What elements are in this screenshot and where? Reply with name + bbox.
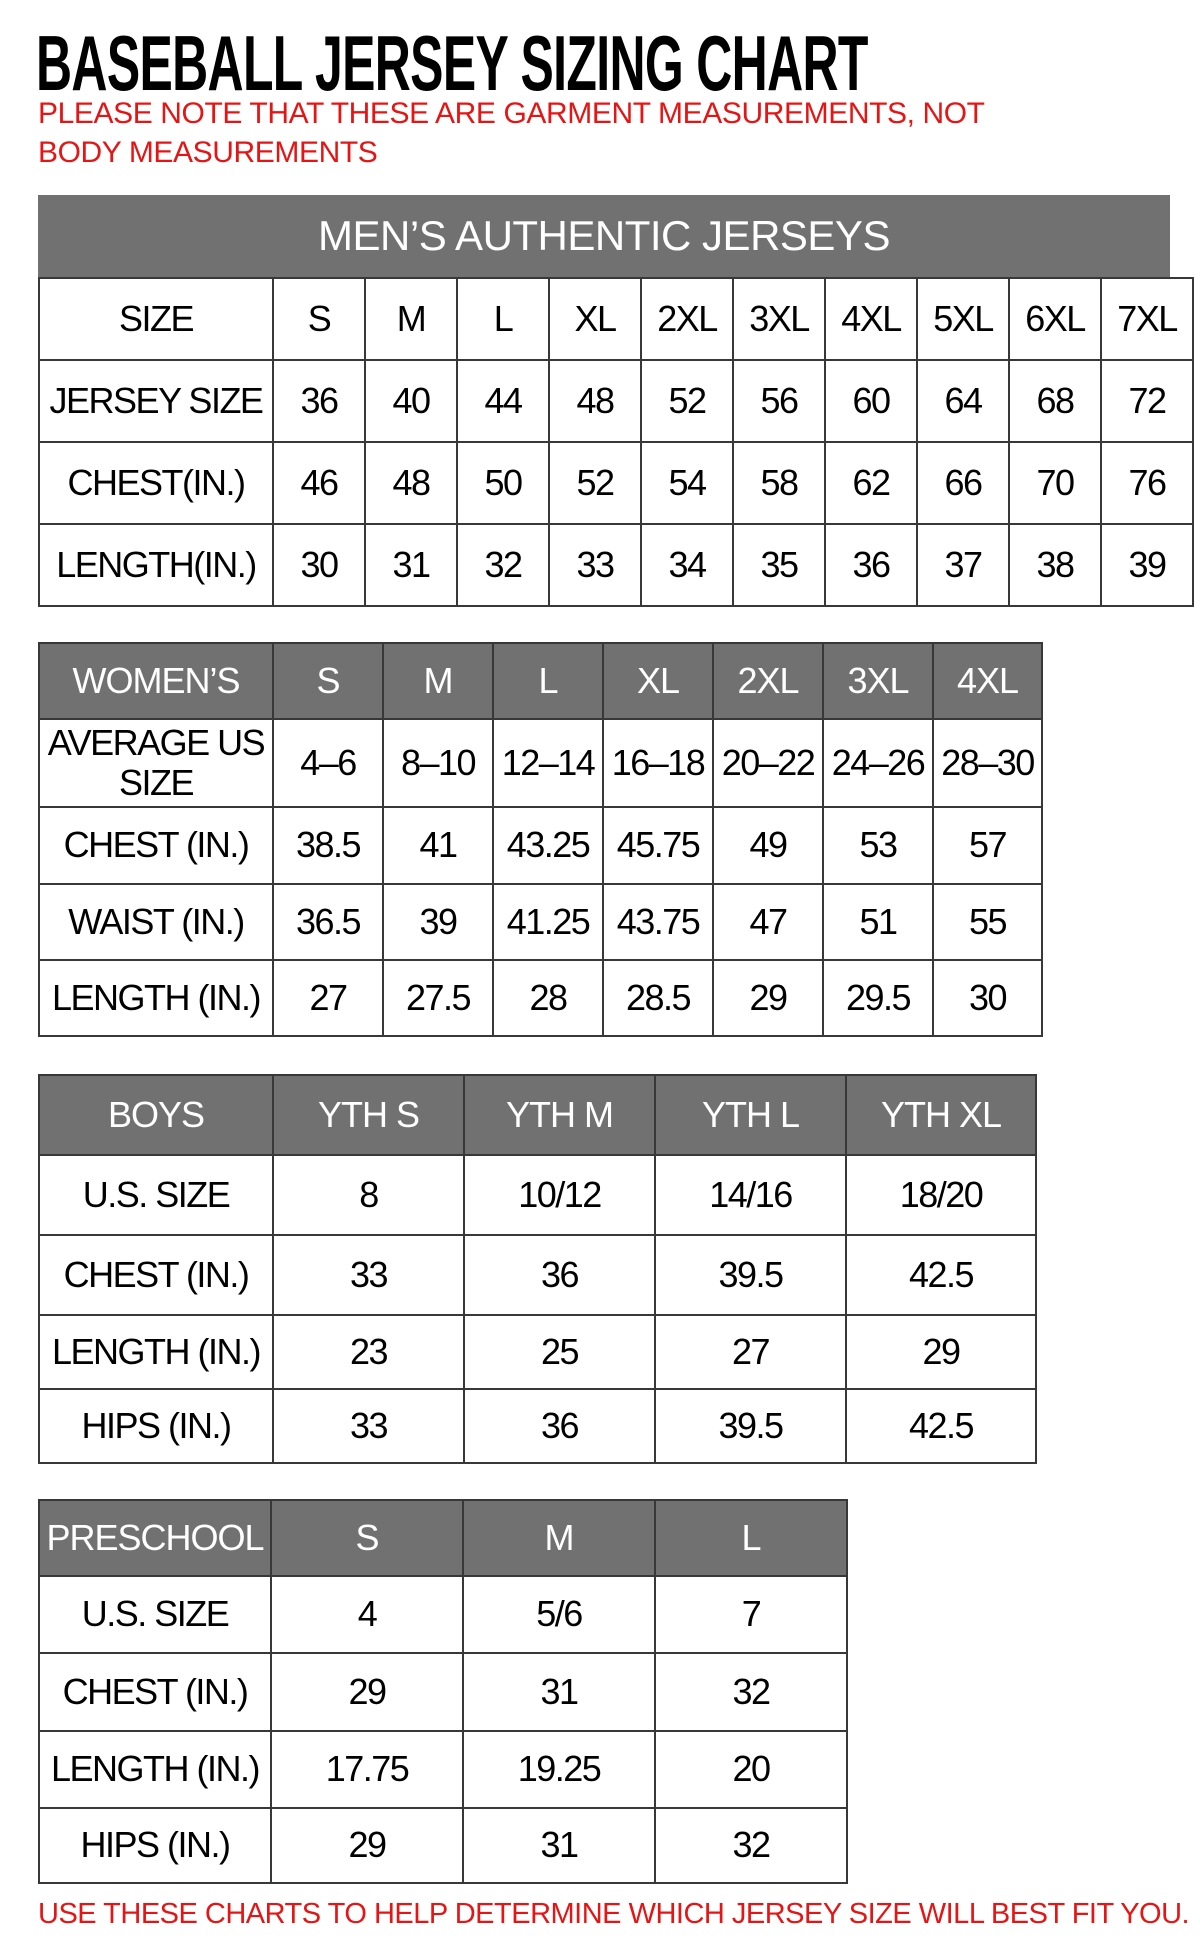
table-row — [39, 884, 1042, 960]
value-cell: 50 — [457, 442, 549, 524]
table-row — [39, 1389, 1036, 1463]
value-cell: 36 — [464, 1235, 655, 1315]
row-label-cell: BOYS — [39, 1075, 273, 1155]
value-cell: 16–18 — [603, 719, 713, 807]
table-row — [39, 807, 1042, 884]
value-cell: 45.75 — [603, 807, 713, 884]
mens-table-banner — [38, 195, 1170, 277]
value-cell: 29 — [271, 1808, 463, 1883]
value-cell: 52 — [549, 442, 641, 524]
mens-header-row — [39, 278, 1193, 360]
value-cell: 27 — [655, 1315, 846, 1389]
value-cell: 29.5 — [823, 960, 933, 1036]
value-cell: 52 — [641, 360, 733, 442]
value-cell: 35 — [733, 524, 825, 606]
row-label-cell: WAIST (IN.) — [39, 884, 273, 960]
column-header-cell: 4XL — [825, 278, 917, 360]
column-header-cell: 3XL — [823, 643, 933, 719]
value-cell: 70 — [1009, 442, 1101, 524]
value-cell: 28 — [493, 960, 603, 1036]
value-cell: 55 — [933, 884, 1042, 960]
value-cell: 56 — [733, 360, 825, 442]
value-cell: 62 — [825, 442, 917, 524]
row-label-cell: AVERAGE US SIZE — [39, 719, 273, 807]
value-cell: 38 — [1009, 524, 1101, 606]
value-cell: 19.25 — [463, 1731, 655, 1808]
value-cell: 34 — [641, 524, 733, 606]
value-cell: 36 — [825, 524, 917, 606]
value-cell: 4 — [271, 1576, 463, 1653]
value-cell: 4–6 — [273, 719, 383, 807]
column-header-cell: 4XL — [933, 643, 1042, 719]
column-header-cell: 6XL — [1009, 278, 1101, 360]
value-cell: 32 — [457, 524, 549, 606]
value-cell: 49 — [713, 807, 823, 884]
table-row — [39, 719, 1042, 807]
value-cell: 32 — [655, 1653, 847, 1731]
table-row — [39, 360, 1193, 442]
value-cell: 68 — [1009, 360, 1101, 442]
row-label-cell: HIPS (IN.) — [39, 1389, 273, 1463]
column-header-cell: YTH M — [464, 1075, 655, 1155]
column-header-cell: 2XL — [641, 278, 733, 360]
value-cell: 31 — [463, 1808, 655, 1883]
column-header-cell: XL — [603, 643, 713, 719]
column-header-cell: XL — [549, 278, 641, 360]
column-header-cell: YTH XL — [846, 1075, 1036, 1155]
value-cell: 33 — [549, 524, 641, 606]
value-cell: 20–22 — [713, 719, 823, 807]
value-cell: 10/12 — [464, 1155, 655, 1235]
row-label-cell: LENGTH (IN.) — [39, 1731, 271, 1808]
value-cell: 28.5 — [603, 960, 713, 1036]
value-cell: 30 — [273, 524, 365, 606]
value-cell: 48 — [549, 360, 641, 442]
row-label-cell: U.S. SIZE — [39, 1576, 271, 1653]
row-label-cell: HIPS (IN.) — [39, 1808, 271, 1883]
row-label-cell: LENGTH(IN.) — [39, 524, 273, 606]
column-header-cell: 3XL — [733, 278, 825, 360]
table-row — [39, 960, 1042, 1036]
row-label-cell: SIZE — [39, 278, 273, 360]
value-cell: 66 — [917, 442, 1009, 524]
value-cell: 30 — [933, 960, 1042, 1036]
value-cell: 33 — [273, 1389, 464, 1463]
row-label-cell: LENGTH (IN.) — [39, 960, 273, 1036]
table-row — [39, 1155, 1036, 1235]
value-cell: 17.75 — [271, 1731, 463, 1808]
value-cell: 41 — [383, 807, 493, 884]
value-cell: 43.75 — [603, 884, 713, 960]
column-header-cell: M — [463, 1500, 655, 1576]
value-cell: 36.5 — [273, 884, 383, 960]
boys-header-row — [39, 1075, 1036, 1155]
table-row — [39, 1576, 847, 1653]
value-cell: 51 — [823, 884, 933, 960]
preschool-sizing-table — [38, 1499, 848, 1884]
value-cell: 44 — [457, 360, 549, 442]
value-cell: 27.5 — [383, 960, 493, 1036]
value-cell: 28–30 — [933, 719, 1042, 807]
value-cell: 43.25 — [493, 807, 603, 884]
value-cell: 18/20 — [846, 1155, 1036, 1235]
column-header-cell: 2XL — [713, 643, 823, 719]
value-cell: 48 — [365, 442, 457, 524]
value-cell: 76 — [1101, 442, 1193, 524]
value-cell: 27 — [273, 960, 383, 1036]
value-cell: 58 — [733, 442, 825, 524]
value-cell: 39 — [383, 884, 493, 960]
value-cell: 46 — [273, 442, 365, 524]
value-cell: 31 — [463, 1653, 655, 1731]
row-label-cell: JERSEY SIZE — [39, 360, 273, 442]
page-title: BASEBALL JERSEY SIZING CHART — [36, 19, 868, 107]
column-header-cell: YTH L — [655, 1075, 846, 1155]
column-header-cell: S — [273, 278, 365, 360]
value-cell: 41.25 — [493, 884, 603, 960]
value-cell: 39 — [1101, 524, 1193, 606]
value-cell: 72 — [1101, 360, 1193, 442]
table-row — [39, 442, 1193, 524]
value-cell: 12–14 — [493, 719, 603, 807]
value-cell: 20 — [655, 1731, 847, 1808]
mens-sizing-table — [38, 277, 1194, 607]
table-row — [39, 1808, 847, 1883]
column-header-cell: L — [655, 1500, 847, 1576]
garment-measurements-note: PLEASE NOTE THAT THESE ARE GARMENT MEASUREMENTS, NOT BODY MEASUREMENTS — [38, 97, 985, 169]
value-cell: 39.5 — [655, 1235, 846, 1315]
womens-sizing-table — [38, 642, 1043, 1037]
table-row — [39, 524, 1193, 606]
value-cell: 64 — [917, 360, 1009, 442]
mens-banner-label: MEN’S AUTHENTIC JERSEYS — [318, 212, 890, 259]
column-header-cell: 7XL — [1101, 278, 1193, 360]
value-cell: 8–10 — [383, 719, 493, 807]
value-cell: 37 — [917, 524, 1009, 606]
row-label-cell: PRESCHOOL — [39, 1500, 271, 1576]
value-cell: 33 — [273, 1235, 464, 1315]
value-cell: 36 — [464, 1389, 655, 1463]
value-cell: 36 — [273, 360, 365, 442]
value-cell: 57 — [933, 807, 1042, 884]
row-label-cell: CHEST (IN.) — [39, 807, 273, 884]
table-row — [39, 1653, 847, 1731]
womens-header-row — [39, 643, 1042, 719]
value-cell: 8 — [273, 1155, 464, 1235]
value-cell: 29 — [846, 1315, 1036, 1389]
value-cell: 53 — [823, 807, 933, 884]
column-header-cell: S — [271, 1500, 463, 1576]
row-label-cell: U.S. SIZE — [39, 1155, 273, 1235]
value-cell: 38.5 — [273, 807, 383, 884]
table-row — [39, 1315, 1036, 1389]
column-header-cell: L — [493, 643, 603, 719]
column-header-cell: M — [383, 643, 493, 719]
value-cell: 14/16 — [655, 1155, 846, 1235]
column-header-cell: S — [273, 643, 383, 719]
value-cell: 25 — [464, 1315, 655, 1389]
row-label-cell: WOMEN’S — [39, 643, 273, 719]
value-cell: 23 — [273, 1315, 464, 1389]
value-cell: 24–26 — [823, 719, 933, 807]
row-label-cell: LENGTH (IN.) — [39, 1315, 273, 1389]
value-cell: 60 — [825, 360, 917, 442]
column-header-cell: L — [457, 278, 549, 360]
value-cell: 54 — [641, 442, 733, 524]
column-header-cell: 5XL — [917, 278, 1009, 360]
value-cell: 39.5 — [655, 1389, 846, 1463]
value-cell: 47 — [713, 884, 823, 960]
value-cell: 5/6 — [463, 1576, 655, 1653]
value-cell: 32 — [655, 1808, 847, 1883]
value-cell: 31 — [365, 524, 457, 606]
column-header-cell: YTH S — [273, 1075, 464, 1155]
value-cell: 29 — [713, 960, 823, 1036]
preschool-header-row — [39, 1500, 847, 1576]
value-cell: 42.5 — [846, 1235, 1036, 1315]
row-label-cell: CHEST (IN.) — [39, 1653, 271, 1731]
value-cell: 42.5 — [846, 1389, 1036, 1463]
column-header-cell: M — [365, 278, 457, 360]
row-label-cell: CHEST (IN.) — [39, 1235, 273, 1315]
value-cell: 40 — [365, 360, 457, 442]
boys-sizing-table — [38, 1074, 1037, 1464]
value-cell: 7 — [655, 1576, 847, 1653]
table-row — [39, 1235, 1036, 1315]
value-cell: 29 — [271, 1653, 463, 1731]
row-label-cell: CHEST(IN.) — [39, 442, 273, 524]
table-row — [39, 1731, 847, 1808]
footer-text: USE THESE CHARTS TO HELP DETERMINE WHICH JERSEY SIZE WILL BEST FIT YOU. — [38, 1898, 1190, 1930]
